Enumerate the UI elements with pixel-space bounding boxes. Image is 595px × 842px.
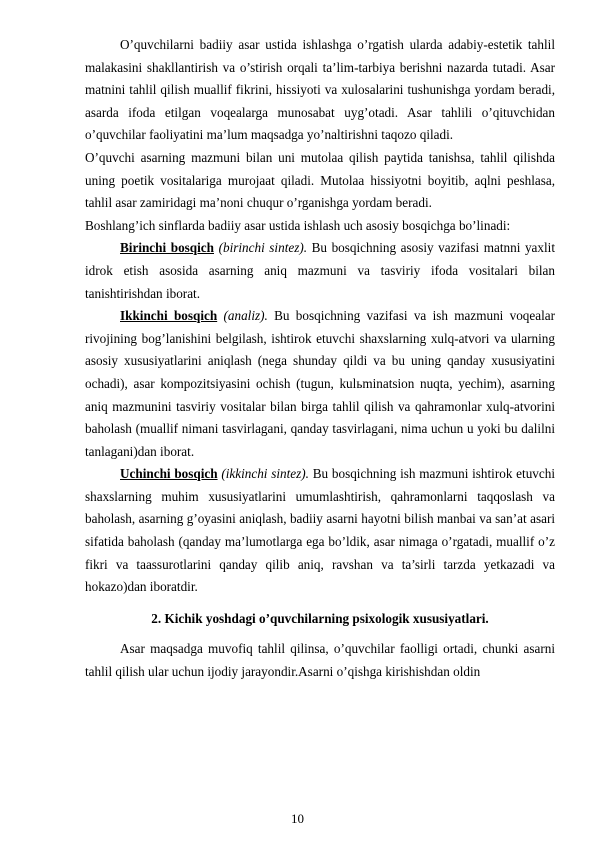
stage-two-paragraph (85, 305, 555, 463)
body-text (85, 34, 555, 684)
stage-one-text: Bu bosqichning asosiy vazifasi matnni yaxlit idrok etish asosida asarning aniq mazmuni va tasviriy ifoda vositalari bilan tanishtirishdan iborat. (85, 240, 555, 301)
stage-two-text: Bu bosqichning vazifasi va ish mazmuni voqealar rivojining bog’lanishini belgilash, ishtirok etuvchi shaxslarning xulq-atvori va ularning asosiy xususiyatlarini aniqlash (nega shunday qildi va bu uning qanday xususiyatini ochadi), asar kompozitsiyasini ochish (tugun, kulьminatsion nuqta, yechim), asarning aniq mazmunini tasviriy vositalar bilan birga tahlil qilish va qahramonlar xulq-atvorini baholash (muallif nimani tasvirlagani, qanday tasvirlagani, nima uchun u yoki bu dalilni tanlagani)dan iborat. (85, 308, 556, 459)
stage-three-paragraph (85, 463, 555, 599)
stage-one-gloss: (birinchi sintez). (218, 240, 308, 256)
stage-two-gloss: (analiz). (223, 308, 268, 324)
stages-intro: Boshlang’ich sinflarda badiiy asar ustida ishlash uch asosiy bosqichga bo’linadi: (85, 217, 511, 233)
stage-three-term: Uchinchi bosqich (120, 466, 218, 482)
page-number: 10 (291, 811, 304, 826)
stage-three-gloss: (ikkinchi sintez). (221, 466, 309, 482)
section-heading: 2. Kichik yoshdagi o’quvchilarning psixologik xususiyatlari. (151, 610, 489, 626)
stage-two-term: Ikkinchi bosqich (120, 308, 218, 324)
stage-one-paragraph (85, 237, 555, 305)
stage-one-term: Birinchi bosqich (120, 240, 214, 256)
reading-paragraph: O’quvchi asarning mazmuni bilan uni mutolaa qilish paytida tanishsa, tahlil qilishda uning poetik vositalariga murojaat qiladi. Mutolaa hissiyotni boyitib, aqlni peshlasa, tahlil asar zamiridagi ma’noni chuqur o’rganishga yordam beradi. (85, 149, 555, 211)
stage-three-text: Bu bosqichning ish mazmuni ishtirok etuvchi shaxslarning muhim xususiyatlarini umumlashtirish, qahramonlarni taqqoslash va baholash, asarning g’oyasini aniqlash, badiiy asarni hayotni bilish manbai va san’at asari sifatida baholash (qanday ma’lumotlarga ega bo’ldik, asar nimaga o’rgatadi, muallif o’z fikri va taassurotlarini qanday qilib aniq, ravshan va ta’sirli tarzda yetkazadi va hokazo)dan iboratdir. (85, 466, 555, 595)
closing-paragraph: Asar maqsadga muvofiq tahlil qilinsa, o’quvchilar faolligi ortadi, chunki asarni tahlil qilish ular uchun ijodiy jarayondir.Asarni o’qishga kirishishdan oldin (85, 641, 555, 680)
intro-paragraph: O’quvchilarni badiiy asar ustida ishlashga o’rgatish ularda adabiy-estetik tahlil malakasini shakllantirish va o’stirish orqali ta’lim-tarbiya berishni nazarda tutadi. Asar matnini tahlil qilish muallif fikrini, hissiyoti va xulosalarini tushunishga yordam beradi, asarda ifoda etilgan voqealarga munosabat uyg’otadi. Asar tahlili o’qituvchidan o’quvchilar faoliyatini ma’lum maqsadga yo’naltirishni taqozo qiladi. (85, 37, 555, 143)
